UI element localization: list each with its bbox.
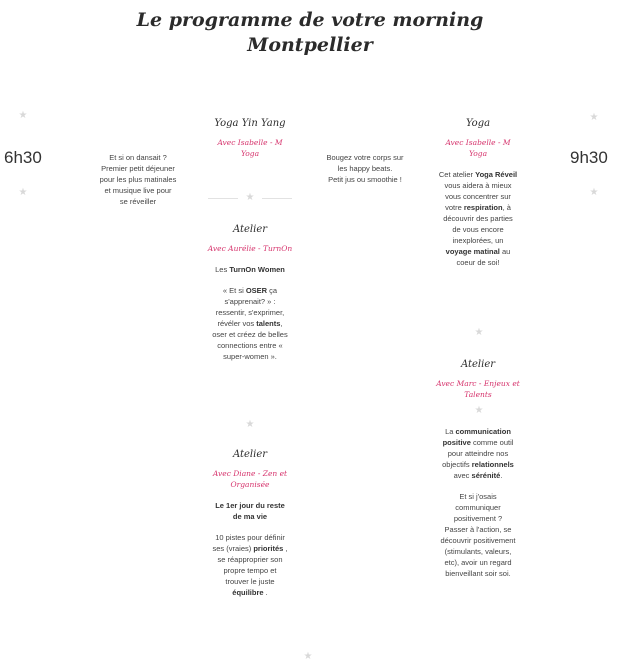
atelier-host: Avec Aurélie - TurnOn	[207, 244, 293, 253]
atelier-text: objectifs relationnels	[442, 460, 514, 469]
page-title	[0, 8, 620, 58]
atelier-text: Passer à l'action, se	[444, 525, 512, 534]
yoga-text: vous aidera à mieux	[444, 181, 512, 190]
yoga-yin-yang-block	[195, 117, 305, 159]
end-time: 9h30	[570, 148, 608, 167]
atelier-text: bienveillant soir soi.	[445, 569, 511, 578]
session-host: Yoga	[468, 149, 488, 158]
yoga-block	[423, 117, 533, 268]
star-icon: ★	[245, 192, 255, 203]
yoga-text: inexplorées, un	[452, 236, 504, 245]
star-icon: ★	[589, 187, 599, 198]
intro-line: se réveiller	[119, 197, 157, 206]
atelier-title: Atelier	[460, 359, 496, 370]
atelier-text: (stimulants, valeurs,	[444, 547, 512, 556]
atelier-text: etc), avoir un regard	[444, 558, 512, 567]
atelier-host: Talents	[464, 390, 492, 399]
atelier-host: Avec Marc - Enjeux et	[436, 379, 520, 388]
atelier-text: oser et créez de belles	[212, 330, 288, 339]
yoga-text: de vous encore	[452, 225, 504, 234]
atelier-text: positive comme outil	[442, 438, 514, 447]
atelier-text: La communication	[445, 427, 511, 436]
atelier-aurelie-block	[195, 223, 305, 362]
atelier-title: Atelier	[232, 224, 268, 235]
atelier-text: ressentir, s'exprimer,	[215, 308, 285, 317]
atelier-text: connections entre «	[217, 341, 283, 350]
title-line-2: Montpellier	[247, 34, 373, 56]
intro-line: Et si on dansait ?	[109, 153, 167, 162]
star-icon: ★	[589, 112, 599, 123]
session-host: Yoga	[240, 149, 260, 158]
atelier-text: communiquer	[455, 503, 501, 512]
atelier-text: avec sérénité.	[453, 471, 503, 480]
atelier-headline: de ma vie	[232, 512, 268, 521]
atelier-text: découvrir positivement	[440, 536, 516, 545]
title-line-1: Le programme de votre morning	[136, 9, 484, 31]
atelier-text: trouver le juste	[225, 577, 275, 586]
intro-line: Premier petit déjeuner	[101, 164, 175, 173]
atelier-text: équilibre .	[232, 588, 268, 597]
atelier-host: Avec Diane - Zen et	[212, 469, 288, 478]
atelier-text: super-women ».	[223, 352, 277, 361]
session-host: Avec Isabelle - M	[445, 138, 511, 147]
yoga-text: coeur de soi!	[456, 258, 500, 267]
star-icon: ★	[245, 419, 255, 430]
atelier-text: ses (vraies) priorités ,	[212, 544, 288, 553]
beats-line: les happy beats.	[337, 164, 393, 173]
atelier-text: se réapproprier son	[217, 555, 283, 564]
intro-column	[83, 152, 193, 207]
atelier-text: révéler vos talents,	[217, 319, 283, 328]
atelier-title: Atelier	[232, 449, 268, 460]
session-title: Yoga	[465, 118, 491, 129]
star-icon: ★	[474, 327, 484, 338]
beats-line: Bougez votre corps sur	[326, 153, 404, 162]
intro-line: pour les plus matinales	[99, 175, 177, 184]
atelier-marc-block	[423, 358, 533, 579]
atelier-text: pour atteindre nos	[447, 449, 509, 458]
star-icon: ★	[474, 405, 484, 416]
atelier-text: « Et si OSER ça	[222, 286, 278, 295]
beats-column	[310, 152, 420, 185]
divider	[262, 198, 292, 199]
yoga-text: voyage matinal au	[445, 247, 511, 256]
session-host: Avec Isabelle - M	[217, 138, 283, 147]
yoga-text: votre respiration, à	[445, 203, 511, 212]
yoga-text: découvrir des parties	[443, 214, 513, 223]
yoga-text: Cet atelier Yoga Réveil	[438, 170, 518, 179]
atelier-intro: Les TurnOn Women	[215, 265, 285, 274]
atelier-text: propre tempo et	[223, 566, 277, 575]
divider	[208, 198, 238, 199]
atelier-text: 10 pistes pour définir	[215, 533, 285, 542]
atelier-text: s'apprenait? » :	[224, 297, 276, 306]
star-icon: ★	[18, 110, 28, 121]
beats-line: Petit jus ou smoothie !	[328, 175, 402, 184]
star-icon: ★	[303, 651, 313, 661]
yoga-text: vous concentrer sur	[445, 192, 511, 201]
intro-line: et musique live pour	[104, 186, 172, 195]
atelier-host: Organisée	[230, 480, 270, 489]
atelier-headline: Le 1er jour du reste	[215, 501, 285, 510]
atelier-text: positivement ?	[453, 514, 503, 523]
atelier-diane-block	[195, 448, 305, 598]
atelier-text: Et si j'osais	[459, 492, 497, 501]
start-time: 6h30	[4, 148, 42, 167]
session-title: Yoga Yin Yang	[214, 118, 286, 129]
star-icon: ★	[18, 187, 28, 198]
